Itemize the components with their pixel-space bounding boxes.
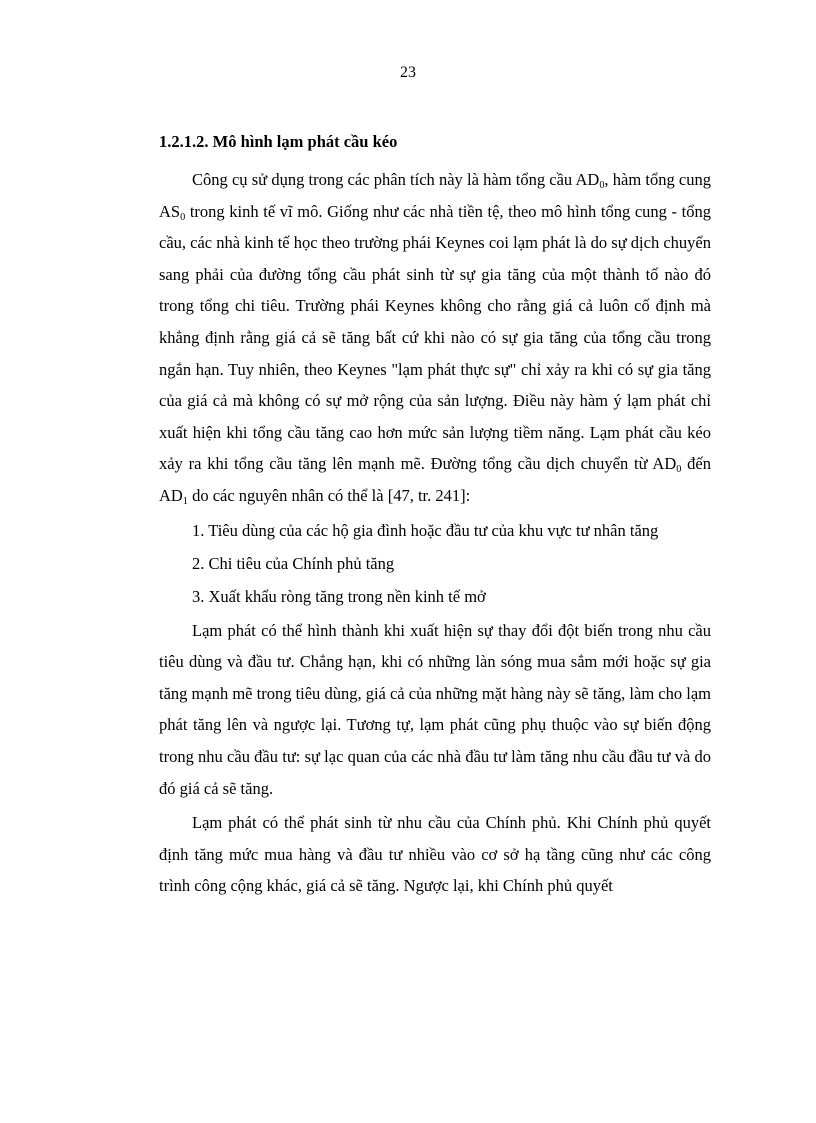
subscript: 0: [180, 211, 186, 223]
document-body: [159, 126, 711, 902]
paragraph-text: do các nguyên nhân có thể là [47, tr. 241]:: [187, 485, 471, 505]
paragraph-text: đến AD: [159, 454, 711, 505]
subscript: 0: [676, 464, 682, 476]
section-heading: 1.2.1.2. Mô hình lạm phát cầu kéo: [159, 132, 398, 151]
paragraph-text: trong kinh tế vĩ mô. Giống như các nhà tiền tệ, theo mô hình tổng cung - tổng cầu, các nhà kinh tế học theo trường phái Keynes coi lạm phát là do sự dịch chuyển sang phải của đường tổng cầu phát sinh từ sự gia tăng của một thành tố nào đó trong tổng chi tiêu. Trường phái Keynes không cho rằng giá cả luôn cố định mà khẳng định rằng giá cả sẽ tăng bất cứ khi nào có sự gia tăng của tổng cầu trong ngắn hạn. Tuy nhiên, theo Keynes "lạm phát thực sự" chỉ xảy ra khi có sự gia tăng của giá cả mà không có sự mở rộng của sản lượng. Điều này hàm ý lạm phát chỉ xuất hiện khi tổng cầu tăng cao hơn mức sản lượng tiềm năng. Lạm phát cầu kéo xảy ra khi tổng cầu tăng lên mạnh mẽ. Đường tổng cầu dịch chuyển từ AD: [159, 201, 711, 474]
paragraph-government-demand: Lạm phát có thể phát sinh từ nhu cầu của Chính phủ. Khi Chính phủ quyết định tăng mức mua hàng và đầu tư nhiều vào cơ sở hạ tầng cũng như các công trình công cộng khác, giá cả sẽ tăng. Ngược lại, khi Chính phủ quyết: [159, 813, 711, 896]
list-item-government-spending: 2. Chi tiêu của Chính phủ tăng: [192, 553, 395, 573]
paragraph-aggregate-demand: [159, 164, 711, 512]
list-item-consumption: 1. Tiêu dùng của các hộ gia đình hoặc đầu tư của khu vực tư nhân tăng: [192, 520, 659, 540]
paragraph-text: , hàm tổng cung AS: [159, 170, 711, 221]
list-item-net-exports: 3. Xuất khẩu ròng tăng trong nền kinh tế mở: [192, 586, 486, 606]
paragraph-text: Công cụ sử dụng trong các phân tích này là hàm tổng cầu AD: [192, 170, 600, 189]
subscript: 0: [599, 179, 605, 191]
page-number: 23: [400, 64, 416, 81]
subscript: 1: [182, 495, 188, 507]
paragraph-demand-shock: Lạm phát có thể hình thành khi xuất hiện sự thay đổi đột biến trong nhu cầu tiêu dùng và đầu tư. Chẳng hạn, khi có những làn sóng mua sắm mới hoặc sự gia tăng mạnh mẽ trong tiêu dùng, giá cả của những mặt hàng này sẽ tăng, làm cho lạm phát tăng lên và ngược lại. Tương tự, lạm phát cũng phụ thuộc vào sự biến động trong nhu cầu đầu tư: sự lạc quan của các nhà đầu tư làm tăng nhu cầu đầu tư và do đó giá cả sẽ tăng.: [159, 620, 711, 798]
